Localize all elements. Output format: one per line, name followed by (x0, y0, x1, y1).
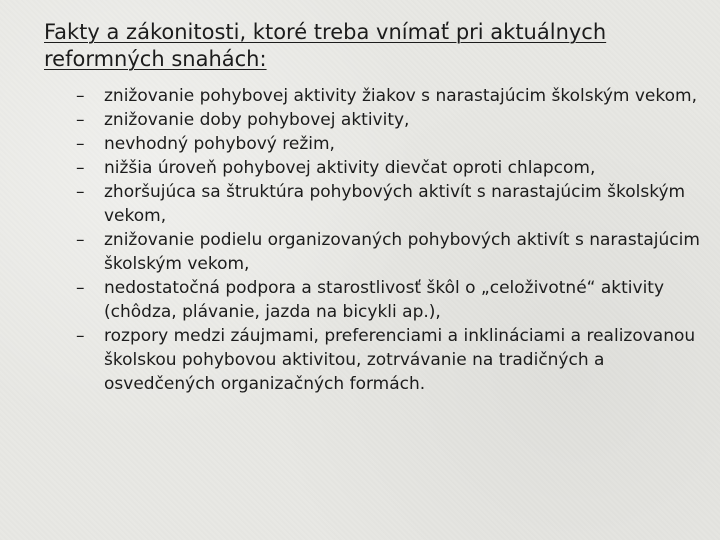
bullet-dash: – (76, 110, 85, 130)
bullet-dash: – (76, 278, 85, 298)
bullet-dash: – (76, 182, 85, 202)
list-item (76, 180, 706, 228)
list-item (76, 108, 706, 132)
bullet-dash: – (76, 158, 85, 178)
bullet-text: znižovanie doby pohybovej aktivity, (104, 110, 410, 130)
bullet-text: rozpory medzi záujmami, preferenciami a inklináciami a realizovanou školskou pohybovou aktivitou, zotrvávanie na tradičných a osvedčených organizačných formách. (104, 326, 696, 394)
slide-title: Fakty a zákonitosti, ktoré treba vnímať pri aktuálnych reformných snahách: (44, 20, 607, 71)
bullet-dash: – (76, 326, 85, 346)
list-item (76, 228, 706, 276)
list-item (76, 84, 706, 108)
bullet-dash: – (76, 230, 85, 250)
bullet-dash: – (76, 134, 85, 154)
bullet-text: zhoršujúca sa štruktúra pohybových aktivít s narastajúcim školským vekom, (104, 182, 686, 226)
bullet-text: znižovanie pohybovej aktivity žiakov s narastajúcim školským vekom, (104, 86, 697, 106)
list-item (76, 156, 706, 180)
list-item (76, 324, 706, 396)
bullet-dash: – (76, 86, 85, 106)
bullet-text: nižšia úroveň pohybovej aktivity dievčat oproti chlapcom, (104, 158, 596, 178)
list-item (76, 276, 706, 324)
list-item (76, 132, 706, 156)
bullet-text: nedostatočná podpora a starostlivosť škôl o „celoživotné“ aktivity (chôdza, plávanie, jazda na bicykli ap.), (104, 278, 665, 322)
bullet-text: nevhodný pohybový režim, (104, 134, 335, 154)
bullet-text: znižovanie podielu organizovaných pohybových aktivít s narastajúcim školským vekom, (104, 230, 700, 274)
bullet-list (76, 84, 706, 396)
